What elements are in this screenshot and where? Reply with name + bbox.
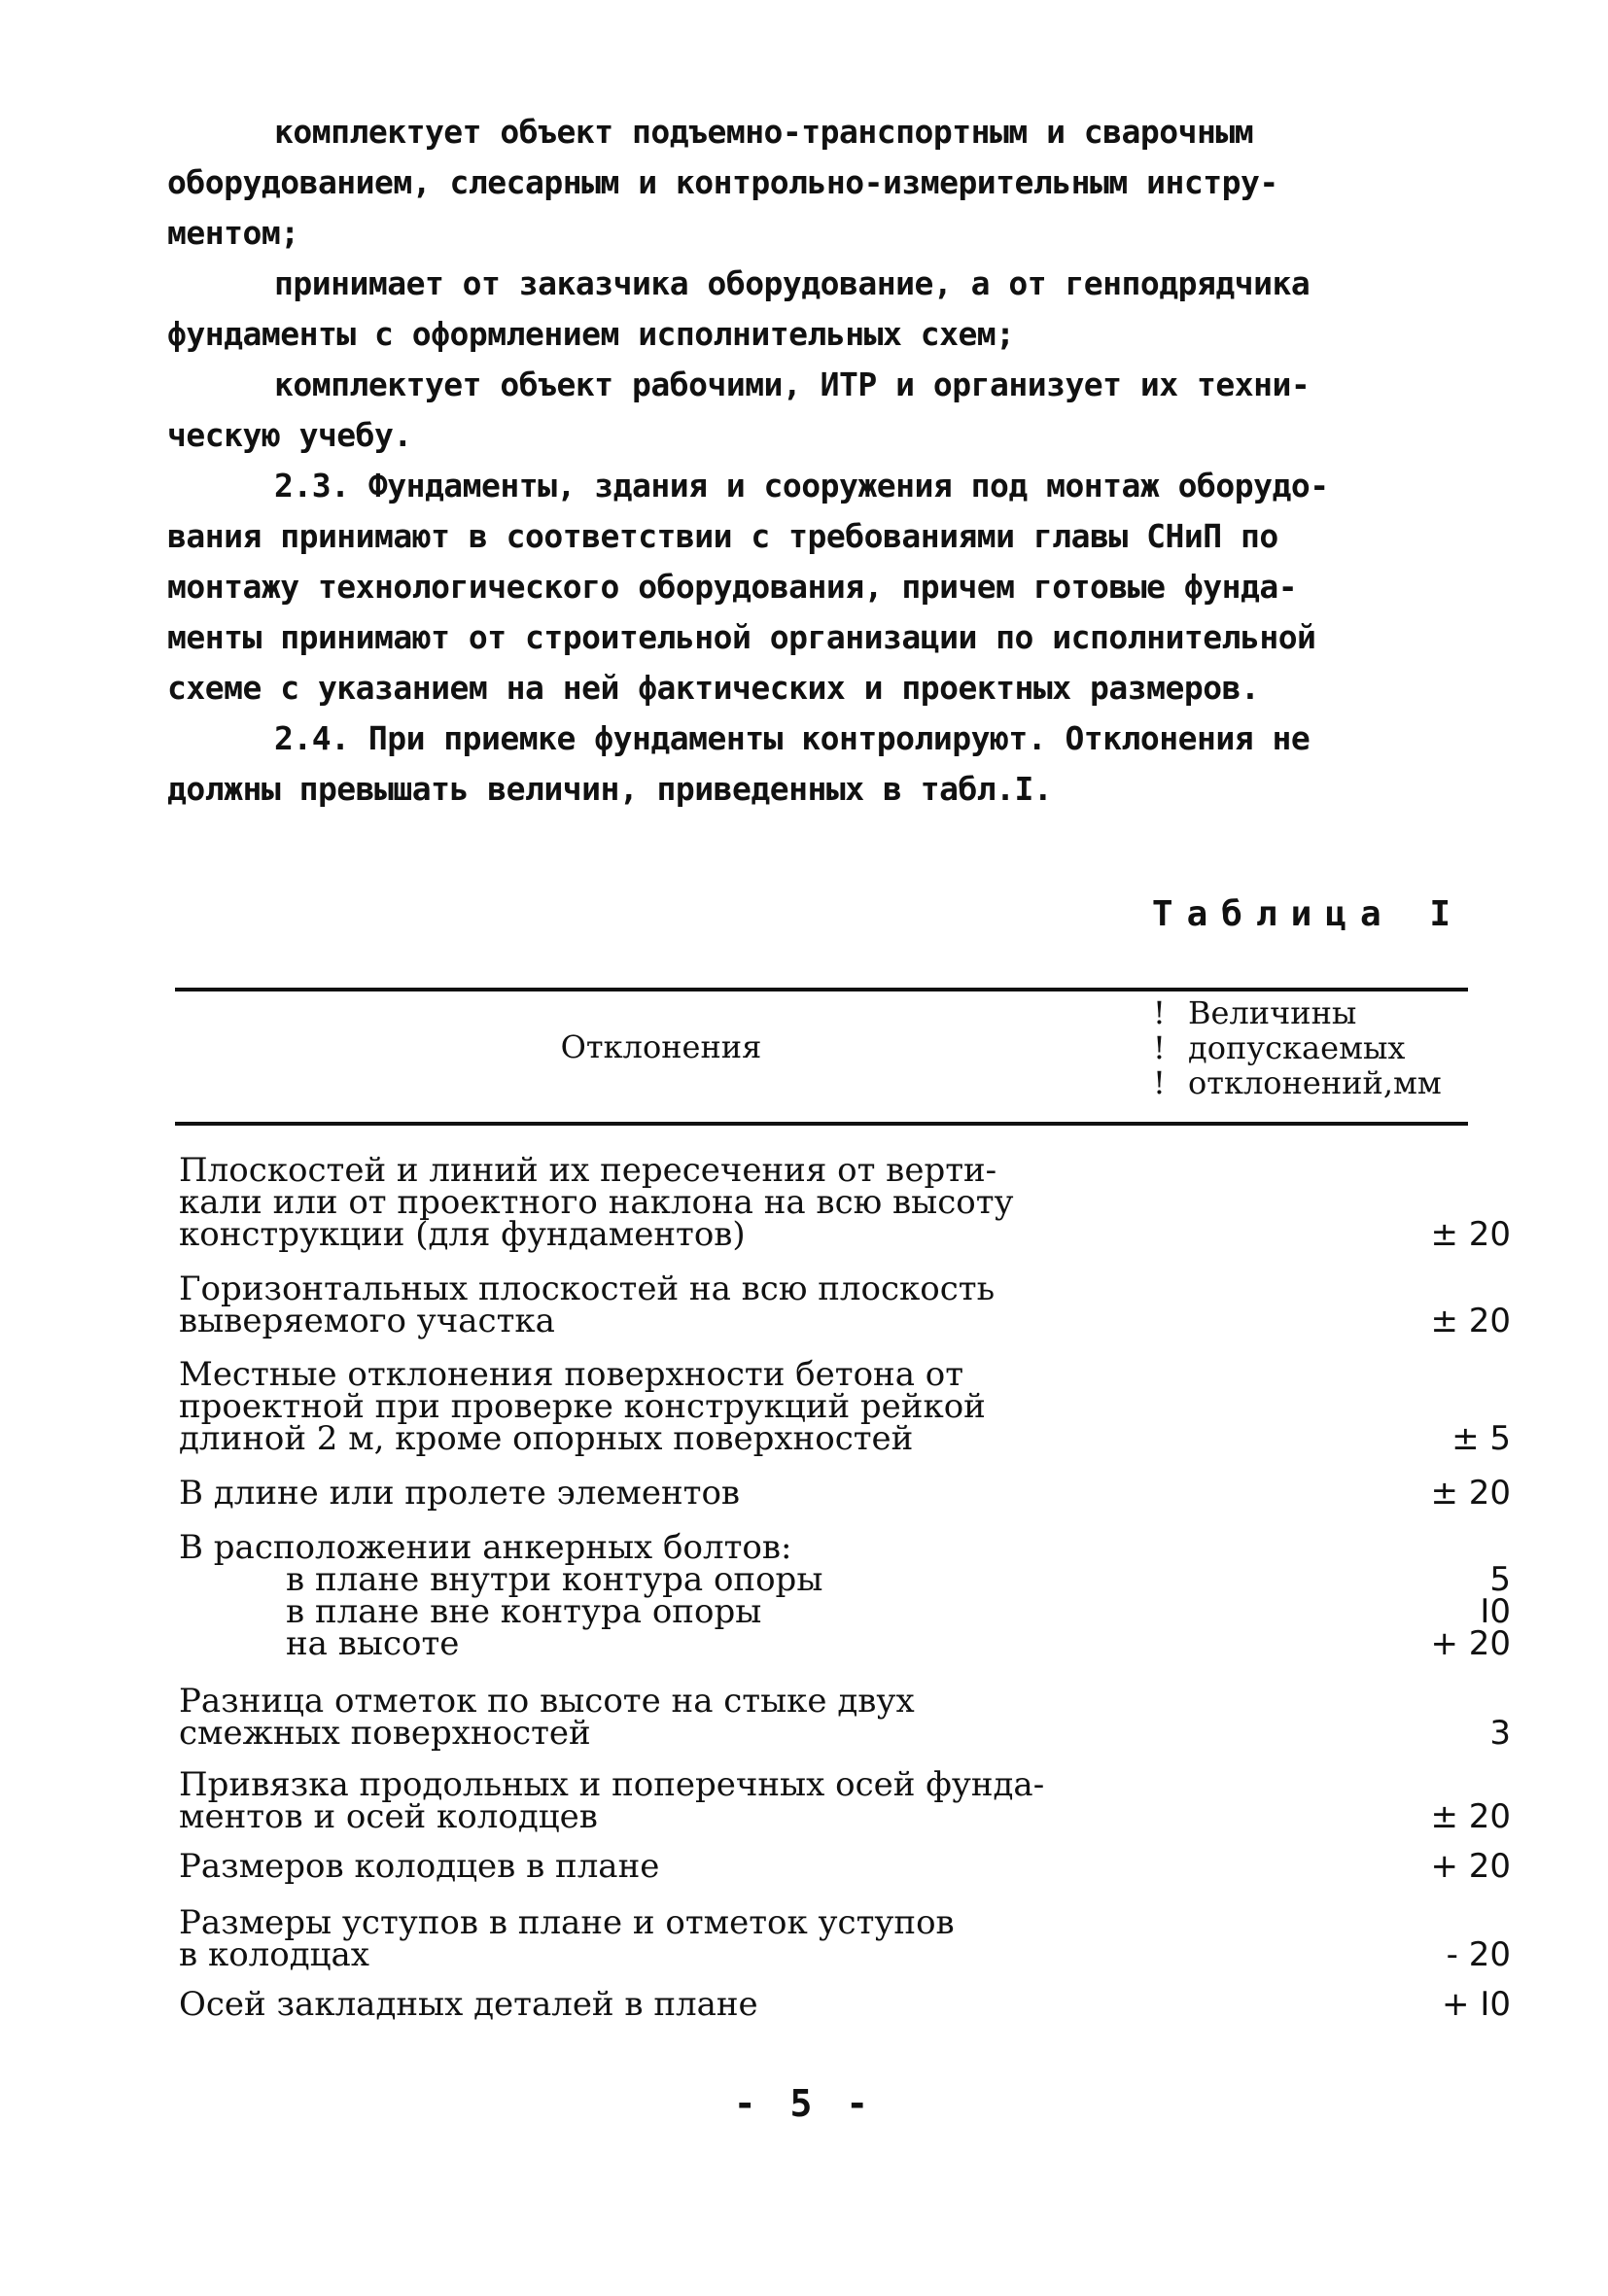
row-values (1229, 1273, 1521, 1338)
row-value: + 20 (1430, 1847, 1511, 1886)
text-line: комплектует объект рабочими, ИТР и организует их техни- (274, 365, 1311, 403)
row-description (179, 1903, 1151, 1974)
row-text-line: в плане внутри контура опоры (286, 1560, 823, 1599)
row-values (1229, 1686, 1521, 1753)
row-description (179, 1682, 1151, 1753)
paragraph-3 (167, 360, 1460, 461)
row-value: I0 (1480, 1592, 1511, 1631)
row-value: ± 5 (1451, 1419, 1511, 1458)
text-line: схеме с указанием на ней фактических и проектных размеров. (167, 669, 1260, 707)
text-line: ческую учебу. (167, 416, 412, 454)
row-text-line: Размеры уступов в плане и отметок уступов (179, 1903, 955, 1942)
row-description (179, 1270, 1151, 1340)
row-text-line: проектной при проверке конструкций рейкой (179, 1387, 986, 1426)
text-line: оборудованием, слесарным и контрольно-измерительным инстру- (167, 163, 1278, 201)
row-value: ± 20 (1430, 1215, 1511, 1254)
row-value: ± 20 (1430, 1474, 1511, 1513)
row-text-line: Плоскостей и линий их пересечения от верти- (179, 1151, 997, 1190)
text-line: менты принимают от строительной организации по исполнительной (167, 618, 1316, 656)
text-line: комплектует объект подъемно-транспортным и сварочным (274, 113, 1254, 151)
paragraph-2 (167, 259, 1460, 360)
row-text-line: длиной 2 м, кроме опорных поверхностей (179, 1419, 914, 1458)
row-text-line: Разница отметок по высоте на стыке двух (179, 1682, 915, 1721)
row-values (1229, 1532, 1521, 1663)
page-number: - 5 - (733, 2082, 875, 2125)
row-value (1229, 1359, 1521, 1391)
row-text-line: конструкции (для фундаментов) (179, 1215, 746, 1254)
row-values (1229, 1769, 1521, 1836)
text-line: монтажу технологического оборудования, причем готовые фунда- (167, 568, 1298, 606)
row-text-line: в колодцах (179, 1935, 369, 1974)
paragraph-2-3 (167, 461, 1460, 713)
table-caption: Таблица I (1151, 894, 1464, 934)
row-description (179, 1355, 1151, 1458)
row-text-line: В расположении анкерных болтов: (179, 1528, 792, 1567)
row-value (1229, 1155, 1521, 1187)
row-text-line: ментов и осей колодцев (179, 1797, 598, 1836)
row-description (179, 1847, 1151, 1886)
row-text-line: смежных поверхностей (179, 1714, 591, 1753)
text-line: 2.3. Фундаменты, здания и сооружения под монтаж оборудо- (274, 467, 1329, 504)
row-description (179, 1528, 1151, 1663)
text-line: вания принимают в соответствии с требованиями главы СНиП по (167, 517, 1278, 555)
row-text-line: в плане вне контура опоры (286, 1592, 762, 1631)
column-header-deviation: Отклонения (560, 1028, 762, 1065)
paragraph-1 (167, 107, 1460, 259)
column-separator: ! ! ! (1153, 994, 1166, 1101)
row-values (1229, 1359, 1521, 1458)
row-text-line: на высоте (286, 1624, 460, 1663)
row-values (1229, 1985, 1521, 2024)
header-line: Величины (1188, 994, 1357, 1031)
row-value: 3 (1489, 1714, 1511, 1753)
text-line: ментом; (167, 214, 299, 252)
row-text-line: Местные отклонения поверхности бетона от (179, 1355, 964, 1394)
row-text-line: В длине или пролете элементов (179, 1474, 741, 1513)
table-header-rule (175, 1122, 1468, 1126)
row-text-line: Осей закладных деталей в плане (179, 1985, 758, 2024)
row-value: 5 (1489, 1560, 1511, 1599)
row-description (179, 1765, 1151, 1836)
row-text-line: Горизонтальных плоскостей на всю плоскость (179, 1270, 996, 1308)
row-value (1229, 1532, 1521, 1564)
row-value (1229, 1686, 1521, 1718)
row-description (179, 1151, 1151, 1254)
row-value: - 20 (1446, 1935, 1511, 1974)
row-value: + I0 (1442, 1985, 1511, 2024)
text-line: должны превышать величин, приведенных в табл.I. (167, 770, 1053, 808)
row-text-line: кали или от проектного наклона на всю высоту (179, 1183, 1014, 1222)
table-top-rule (175, 988, 1468, 991)
header-line: отклонений,мм (1188, 1064, 1442, 1101)
row-values (1229, 1474, 1521, 1513)
paragraph-2-4 (167, 713, 1460, 815)
text-line: 2.4. При приемке фундаменты контролируют. Отклонения не (274, 719, 1311, 757)
row-description (179, 1985, 1151, 2024)
row-text-line: Привязка продольных и поперечных осей фунда- (179, 1765, 1045, 1804)
row-values (1229, 1155, 1521, 1254)
row-description (179, 1474, 1151, 1513)
row-values (1229, 1847, 1521, 1886)
row-value: ± 20 (1430, 1302, 1511, 1340)
row-values (1229, 1907, 1521, 1974)
row-text-line: Размеров колодцев в плане (179, 1847, 660, 1886)
row-value: ± 20 (1430, 1797, 1511, 1836)
header-line: допускаемых (1188, 1029, 1406, 1066)
text-line: фундаменты с оформлением исполнительных схем; (167, 315, 1015, 353)
text-line: принимает от заказчика оборудование, а от генподрядчика (274, 264, 1311, 302)
column-header-values (1188, 995, 1480, 1100)
row-text-line: выверяемого участка (179, 1302, 555, 1340)
row-value: + 20 (1430, 1624, 1511, 1663)
